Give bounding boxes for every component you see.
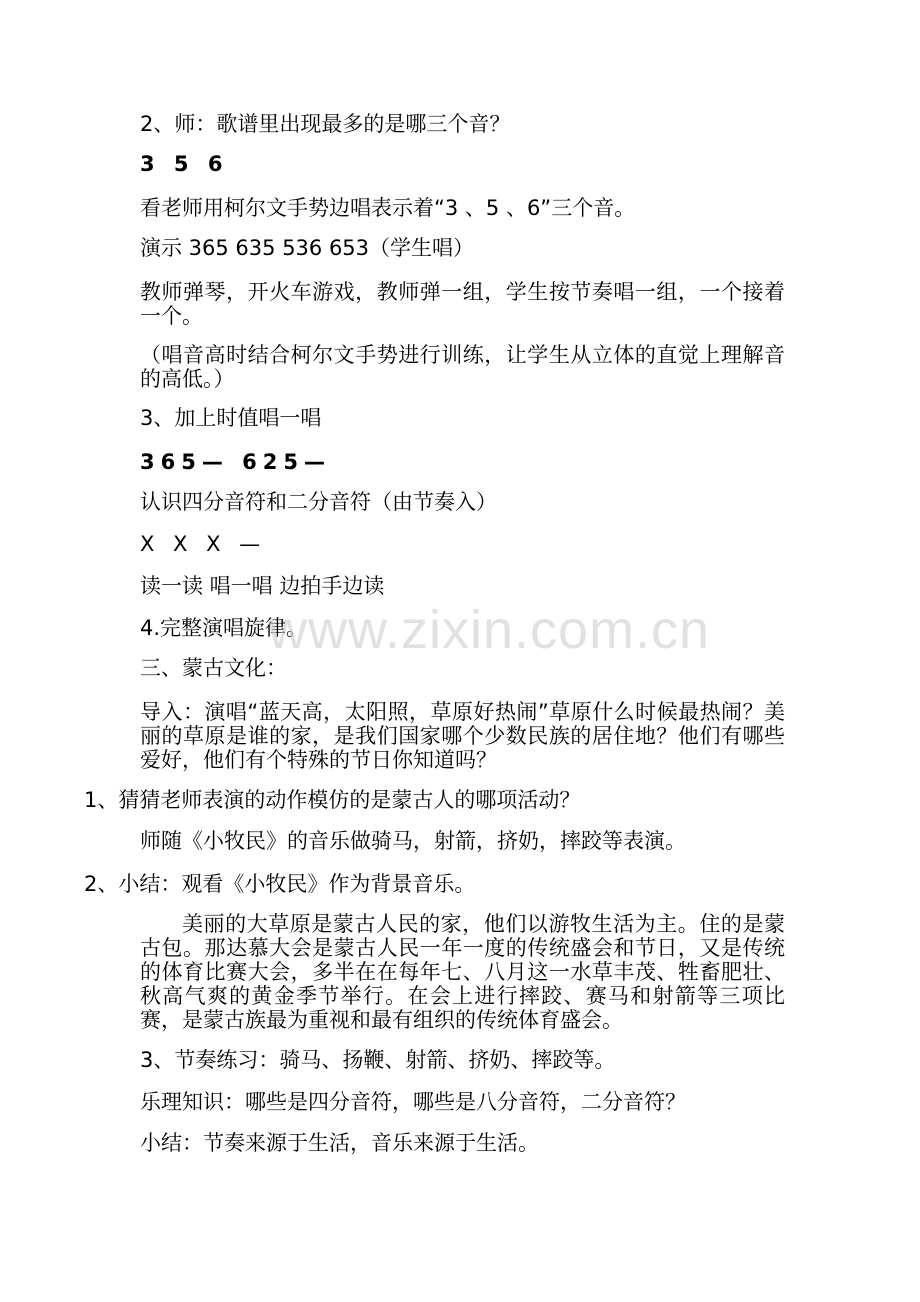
step-1-guess-activity: 1、猜猜老师表演的动作模仿的是蒙古人的哪项活动？ — [84, 788, 581, 812]
duration-sequence: 365— 625— — [140, 450, 331, 474]
pitch-training-note: （唱音高时结合柯尔文手势进行训练，让学生从立体的直觉上理解音的高低。） — [140, 343, 785, 391]
step-2-summary: 2、小结：观看《小牧民》作为背景音乐。 — [84, 872, 476, 896]
section-3-mongolian-culture: 三、蒙古文化： — [140, 656, 287, 680]
step-3-duration-heading: 3、加上时值唱一唱 — [140, 406, 322, 430]
note-values-intro: 认识四分音符和二分音符（由节奏入） — [140, 490, 497, 514]
kodaly-hand-signs-line: 看老师用柯尔文手势边唱表示着“3 、5 、6”三个音。 — [140, 196, 636, 220]
notes-356: 3 5 6 — [140, 152, 229, 176]
introduction-paragraph: 导入：演唱“蓝天高，太阳照，草原好热闹”草原什么时候最热闹？美丽的草原是谁的家，是我们国家哪个少数民族的居住地？他们有哪些爱好，他们有个特殊的节日你知道吗？ — [140, 700, 785, 772]
question-most-frequent-notes: 2、师：歌谱里出现最多的是哪三个音？ — [140, 112, 511, 136]
train-game-paragraph: 教师弹琴，开火车游戏，教师弹一组，学生按节奏唱一组，一个接着一个。 — [140, 280, 785, 328]
step-3-rhythm-practice: 3、节奏练习：骑马、扬鞭、射箭、挤奶、摔跤等。 — [140, 1048, 616, 1072]
watermark: www.zixin.com.cn — [268, 600, 711, 660]
closing-summary: 小结：节奏来源于生活，音乐来源于生活。 — [140, 1131, 539, 1155]
rhythm-pattern: X X X — — [140, 532, 267, 556]
step-4-full-melody: 4.完整演唱旋律。 — [140, 616, 308, 640]
naadam-description-paragraph: 美丽的大草原是蒙古人民的家，他们以游牧生活为主。住的是蒙古包。那达慕大会是蒙古人民一年一度的传统盛会和节日，又是传统的体育比赛大会，多半在在每年七、八月这一水草丰茂、牲畜肥壮、秋高气爽的黄金季节举行。在会上进行摔跤、赛马和射箭等三项比赛，是蒙古族最为重视和最有组织的传统体育盛会。 — [140, 912, 785, 1032]
read-sing-clap-line: 读一读 唱一唱 边拍手边读 — [140, 574, 385, 598]
music-theory-question: 乐理知识：哪些是四分音符，哪些是八分音符，二分音符？ — [140, 1090, 686, 1114]
demo-sequence-line: 演示 365 635 536 653（学生唱） — [140, 236, 475, 260]
teacher-performance-line: 师随《小牧民》的音乐做骑马，射箭，挤奶，摔跤等表演。 — [140, 829, 686, 853]
